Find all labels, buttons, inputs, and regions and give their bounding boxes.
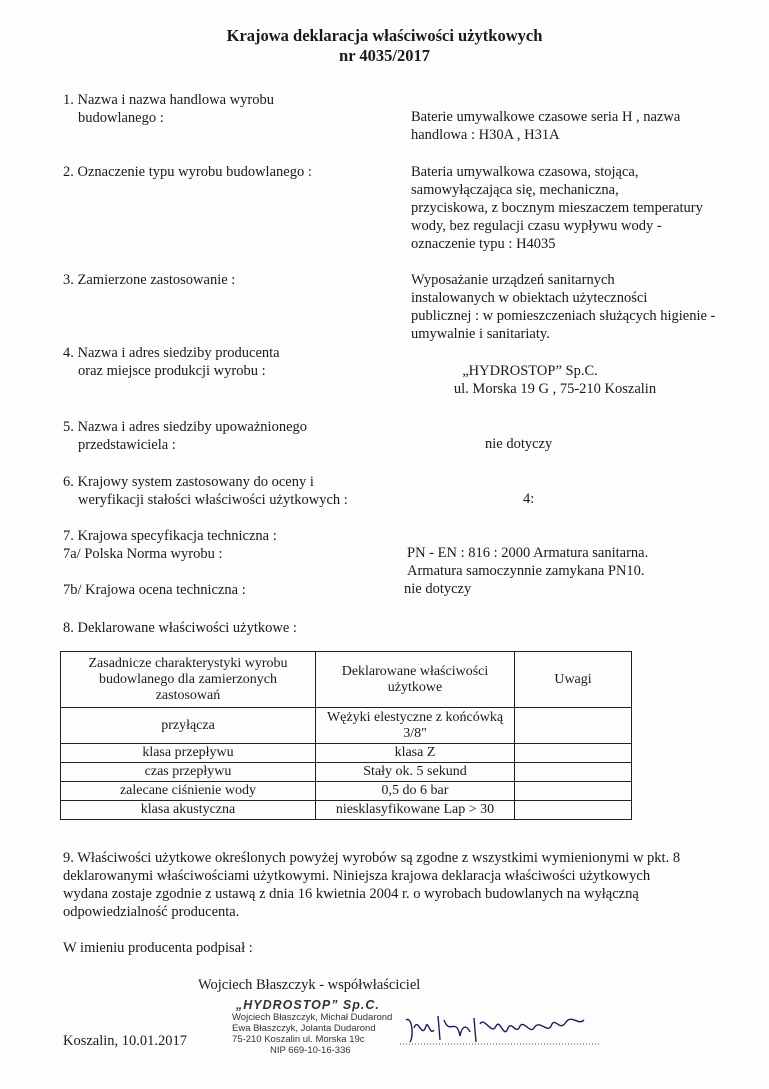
s2-value-3: przyciskowa, z bocznym mieszaczem temperatury [411, 200, 703, 216]
s4-value-2: ul. Morska 19 G , 75-210 Koszalin [453, 381, 657, 397]
s2-value-2: samowyłączająca się, mechaniczna, [411, 182, 619, 198]
place-date: Koszalin, 10.01.2017 [63, 1033, 188, 1049]
table-row [61, 782, 632, 801]
table-cell [515, 708, 632, 744]
stamp-company: „HYDROSTOP” Sp.C. [236, 998, 380, 1012]
stamp-line-2: Wojciech Błaszczyk, Michał Dudarond [232, 1012, 393, 1023]
s3-label: 3. Zamierzone zastosowanie : [63, 272, 236, 288]
table-cell [515, 782, 632, 801]
s2-value-1: Bateria umywalkowa czasowa, stojąca, [411, 164, 639, 180]
company-stamp [232, 998, 412, 1057]
table-cell [515, 801, 632, 820]
table-cell: klasa akustyczna [61, 801, 316, 820]
s1-value-2: handlowa : H30A , H31A [411, 127, 560, 143]
s7b-label: 7b/ Krajowa ocena techniczna : [63, 582, 246, 598]
s1-label-2: budowlanego : [78, 110, 164, 126]
signer-name: Wojciech Błaszczyk - współwłaściciel [198, 977, 421, 993]
table-cell: 0,5 do 6 bar [316, 782, 515, 801]
table-row [61, 708, 632, 744]
s8-label: 8. Deklarowane właściwości użytkowe : [63, 620, 297, 636]
table-row [61, 744, 632, 763]
stamp-line-4: 75-210 Koszalin ul. Morska 19c [232, 1034, 365, 1045]
s7b-value: nie dotyczy [404, 581, 472, 597]
s2-value-5: oznaczenie typu : H4035 [411, 236, 556, 252]
s5-label-2: przedstawiciela : [78, 437, 176, 453]
s9-line-4: odpowiedzialność producenta. [63, 904, 240, 920]
s3-value-1: Wyposażanie urządzeń sanitarnych [411, 272, 615, 288]
s3-value-2: instalowanych w obiektach użyteczności [411, 290, 648, 306]
table-header-characteristics: Zasadnicze charakterystyki wyrobu budowlanego dla zamierzonych zastosowań [61, 652, 316, 708]
table-cell: klasa przepływu [61, 744, 316, 763]
s3-value-4: umywalnie i sanitariaty. [411, 326, 550, 342]
s4-label-1: 4. Nazwa i adres siedziby producenta [63, 345, 280, 361]
stamp-line-3: Ewa Błaszczyk, Jolanta Dudarond [232, 1023, 376, 1034]
s4-label-2: oraz miejsce produkcji wyrobu : [78, 363, 266, 379]
s3-value-3: publicznej : w pomieszczeniach służących higienie - [411, 308, 716, 324]
s9-line-3: wydana zostaje zgodnie z ustawą z dnia 16 kwietnia 2004 r. o wyrobach budowlanych na wyłączną [63, 886, 639, 902]
s9-line-2: deklarowanymi właściwościami użytkowymi. Niniejsza krajowa deklaracja właściwości użytkowych [63, 868, 651, 884]
s4-value-1: „HYDROSTOP” Sp.C. [462, 363, 598, 379]
s5-label-1: 5. Nazwa i adres siedziby upoważnionego [63, 419, 308, 435]
stamp-line-5: NIP 669-10-16-336 [270, 1045, 351, 1056]
s7a-value-1: PN - EN : 816 : 2000 Armatura sanitarna. [407, 545, 649, 561]
s7a-value-2: Armatura samoczynnie zamykana PN10. [407, 563, 645, 579]
table-header-notes: Uwagi [515, 652, 632, 708]
s6-label-1: 6. Krajowy system zastosowany do oceny i [63, 474, 314, 490]
table-cell [515, 763, 632, 782]
signed-label: W imieniu producenta podpisał : [63, 940, 253, 956]
s2-label: 2. Oznaczenie typu wyrobu budowlanego : [63, 164, 312, 180]
s7-label: 7. Krajowa specyfikacja techniczna : [63, 528, 277, 544]
table-cell: zalecane ciśnienie wody [61, 782, 316, 801]
table-cell [515, 744, 632, 763]
s9-line-1: 9. Właściwości użytkowe określonych powyżej wyrobów są zgodne z wszystkimi wymienionymi w pkt. 8 [63, 850, 681, 866]
s6-value: 4: [523, 491, 535, 507]
table-header-declared: Deklarowane właściwości użytkowe [316, 652, 515, 708]
table-cell: klasa Z [316, 744, 515, 763]
s7a-label: 7a/ Polska Norma wyrobu : [63, 546, 223, 562]
document-number: nr 4035/2017 [339, 46, 430, 65]
document-title: Krajowa deklaracja właściwości użytkowych [226, 26, 543, 45]
table-cell: Wężyki elestyczne z końcówką 3/8" [316, 708, 515, 744]
s1-value-1: Baterie umywalkowe czasowe seria H , nazwa [411, 109, 681, 125]
table-row [61, 763, 632, 782]
table-cell: niesklasyfikowane Lap > 30 [316, 801, 515, 820]
properties-table [60, 651, 632, 820]
table-cell: czas przepływu [61, 763, 316, 782]
table-cell: Stały ok. 5 sekund [316, 763, 515, 782]
s2-value-4: wody, bez regulacji czasu wypływu wody - [411, 218, 662, 234]
s6-label-2: weryfikacji stałości właściwości użytkowych : [78, 492, 348, 508]
table-row [61, 801, 632, 820]
signature-image [400, 1006, 600, 1051]
table-cell: przyłącza [61, 708, 316, 744]
s5-value: nie dotyczy [485, 436, 553, 452]
table-header-row [61, 652, 632, 708]
s1-label-1: 1. Nazwa i nazwa handlowa wyrobu [63, 92, 274, 108]
